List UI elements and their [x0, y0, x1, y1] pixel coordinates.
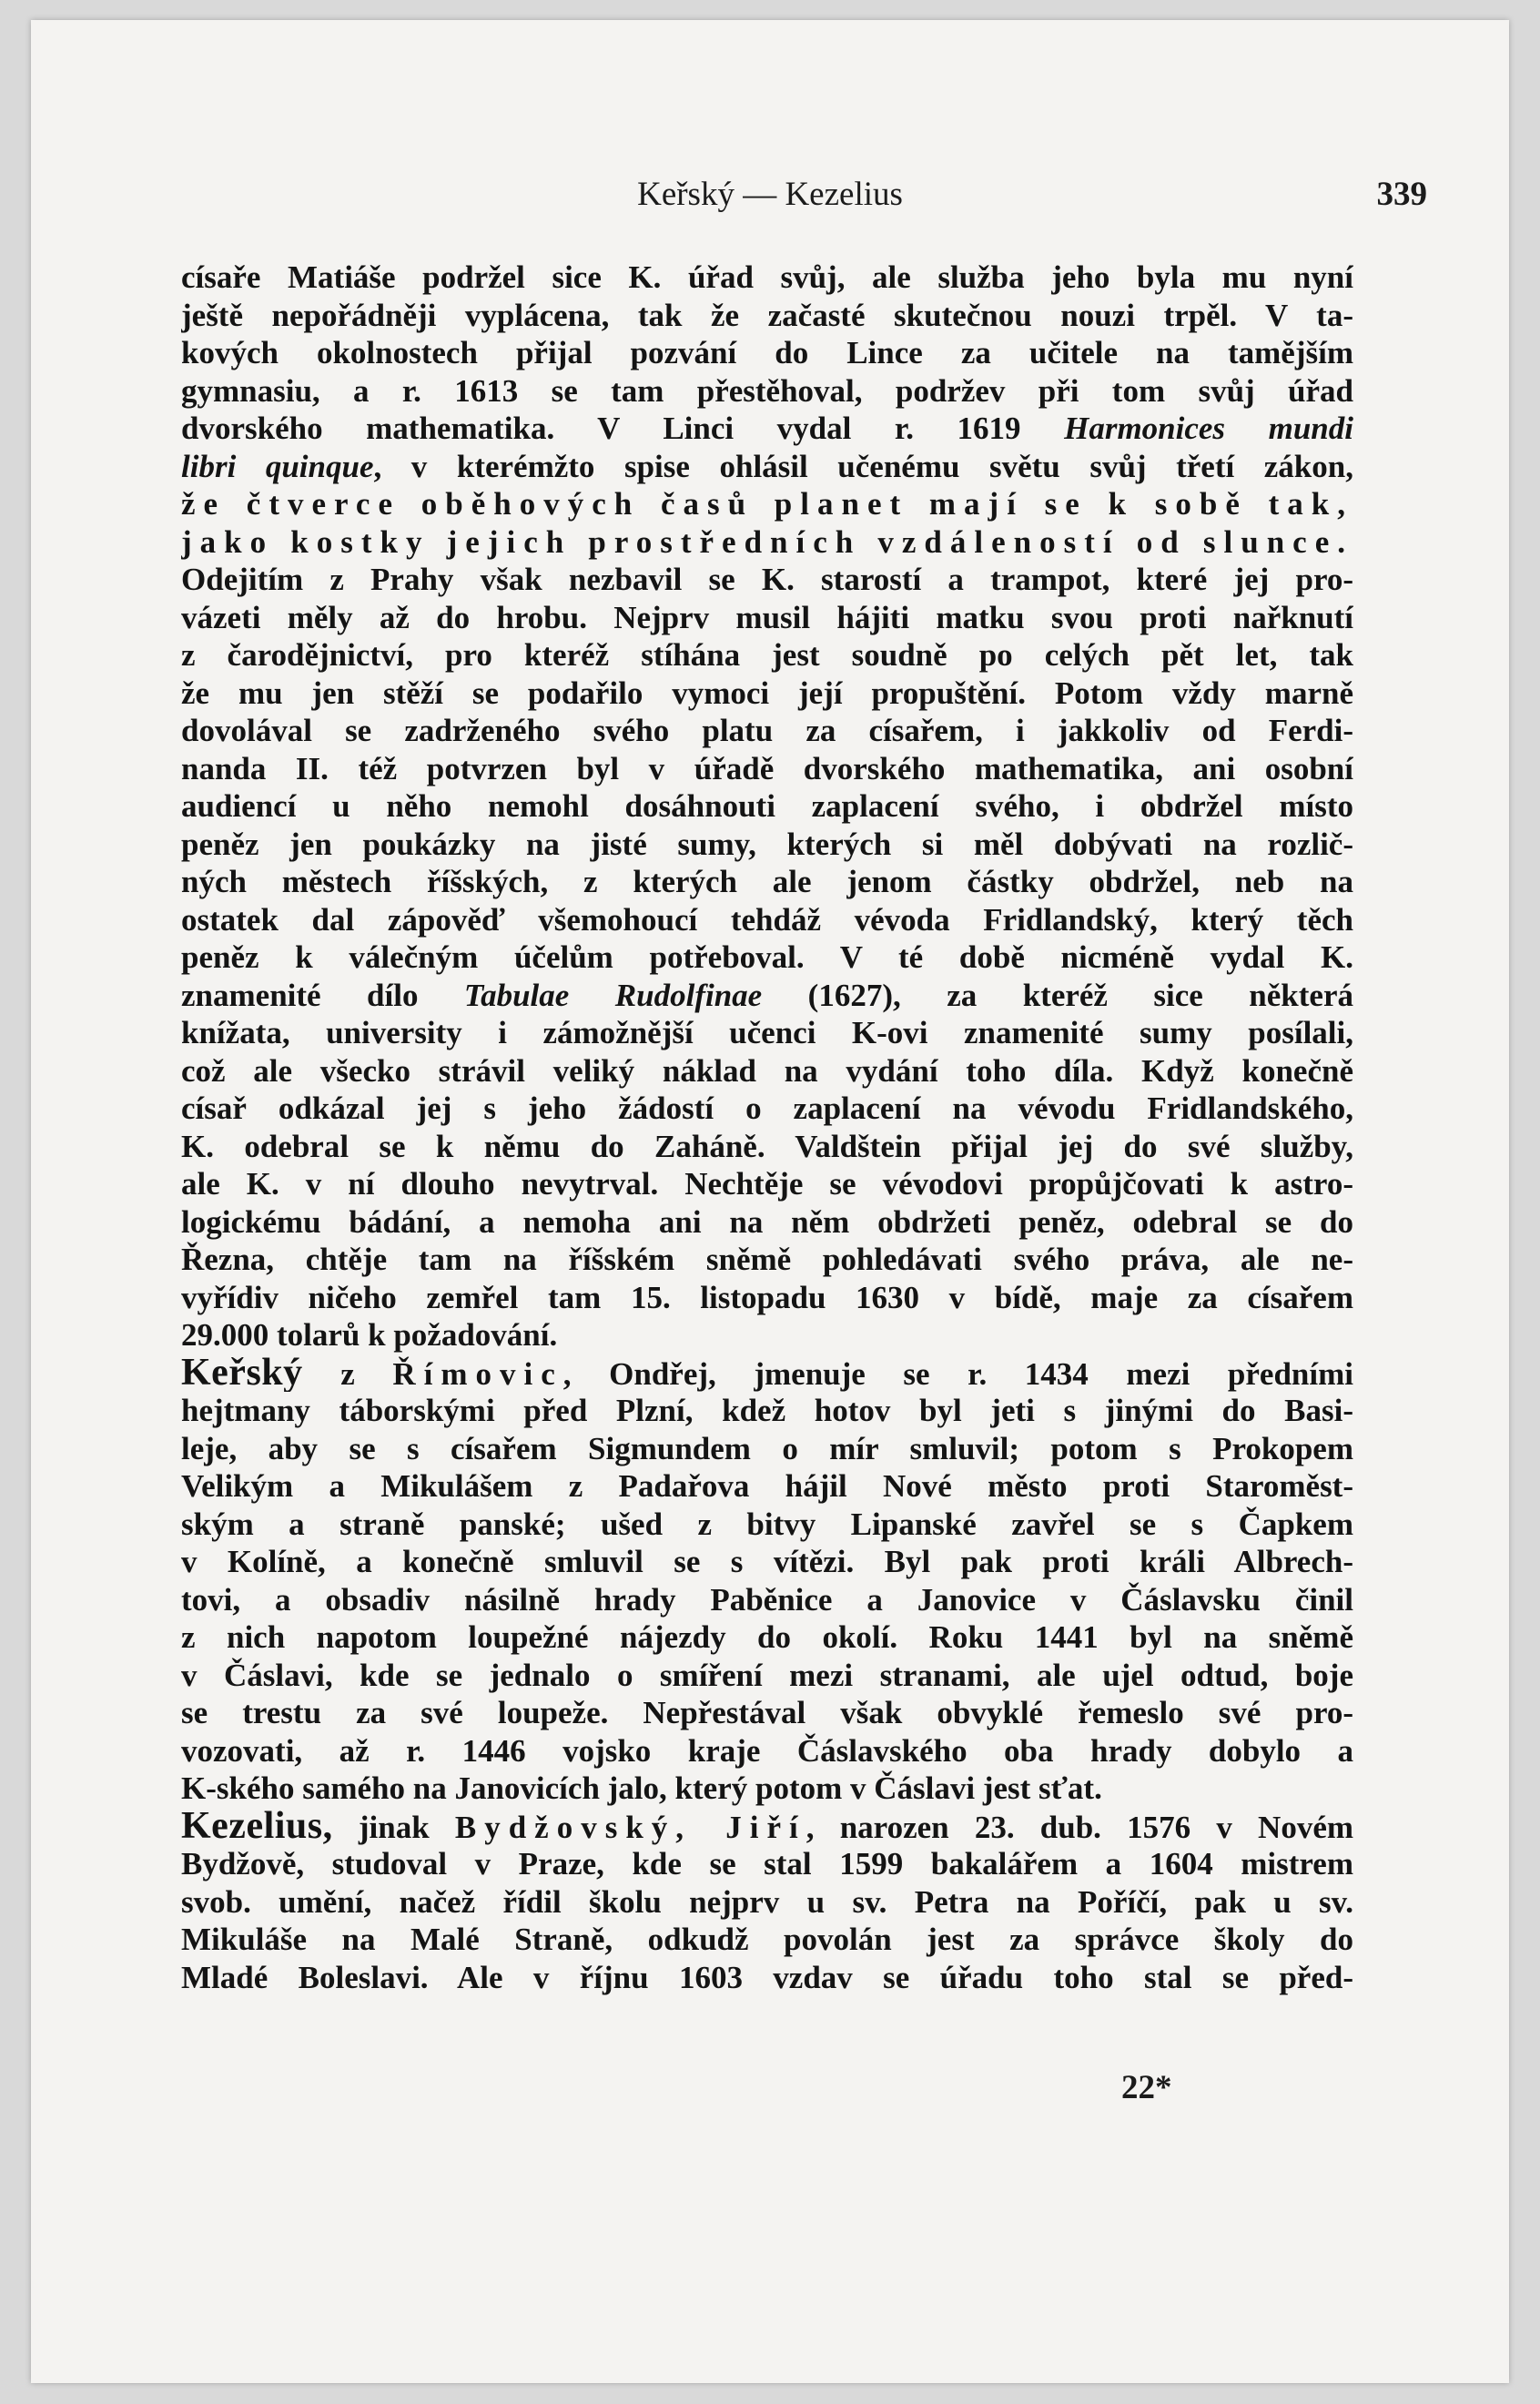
text-line: Mikuláše na Malé Straně, odkudž povolán jest za správce školy do	[181, 1922, 1353, 1957]
text-line: Mladé Boleslavi. Ale v říjnu 1603 vzdav se úřadu toho stal se před-	[181, 1959, 1353, 1995]
text-line: leje, aby se s císařem Sigmundem o mír smluvil; potom s Prokopem	[181, 1430, 1353, 1466]
text-fragment: dvorského mathematika. V Linci vydal r. 1619	[181, 411, 1065, 446]
work-title: Harmonices mundi	[1064, 411, 1353, 446]
text-line: 29.000 tolarů k požadování.	[181, 1317, 558, 1353]
running-head: Keřský — Kezelius	[637, 176, 903, 213]
text-line: se trestu za své loupeže. Nepřestával však obvyklé řemeslo své pro-	[181, 1695, 1353, 1730]
signature-mark: 22*	[1121, 2069, 1172, 2106]
page-number: 339	[1376, 176, 1427, 213]
text-line: vyřídiv ničeho zemřel tam 15. listopadu 1630 v bídě, maje za císařem	[181, 1279, 1353, 1315]
text-line: K-ského samého na Janovicích jalo, který potom v Čáslavi jest sťat.	[181, 1770, 1102, 1806]
text-line: v Kolíně, a konečně smluvil se s vítězi. Byl pak proti králi Albrech-	[181, 1544, 1353, 1579]
work-title: libri quinque	[181, 448, 374, 484]
entry-surname: Římovic	[392, 1355, 563, 1392]
text-line: Velikým a Mikulášem z Padařova hájil Nové město proti Staroměst-	[181, 1468, 1353, 1504]
text-line: svob. umění, načež řídil školu nejprv u sv. Petra na Poříčí, pak u sv.	[181, 1883, 1353, 1920]
text-line: ostatek dal zápověď všemohoucí tehdáž vévoda Fridlandský, který těch	[181, 901, 1353, 938]
text-line: ještě nepořádněji vyplácena, tak že začasté skutečnou nouzi trpěl. V ta-	[181, 297, 1353, 333]
text-line: logickému bádání, a nemoha ani na něm obdržeti peněz, odebral se do	[181, 1203, 1353, 1240]
emphasized-line: jako kostky jejich prostředních vzdáleností od slunce.	[181, 523, 1353, 560]
text-line: kových okolnostech přijal pozvání do Lince za učitele na tamějším	[181, 335, 1353, 370]
text-fragment: znamenité dílo	[181, 977, 464, 1013]
text-fragment: , narozen 23. dub. 1576 v Novém	[805, 1809, 1353, 1845]
text-line: audiencí u něho nemohl dosáhnouti zaplacení svého, i obdržel místo	[181, 788, 1353, 824]
entry-line	[181, 1354, 1353, 1393]
text-line: že mu jen stěží se podařilo vymoci její propuštění. Potom vždy marně	[181, 675, 1353, 711]
text-line: hejtmany táborskými před Plzní, kdež hotov byl jeti s jinými do Basi-	[181, 1393, 1353, 1428]
text-line: nanda II. též potvrzen byl v úřadě dvorského mathematika, ani osobní	[181, 750, 1353, 786]
body-text	[181, 259, 1353, 1996]
entry-surname: Bydžovský, Jiří	[454, 1809, 806, 1845]
text-line: což ale všecko strávil veliký náklad na vydání toho díla. Když konečně	[181, 1052, 1353, 1089]
text-fragment: (1627), za kteréž sice některá	[762, 977, 1353, 1013]
text-line	[181, 410, 1353, 448]
text-line: vozovati, až r. 1446 vojsko kraje Čáslavského oba hrady dobylo a	[181, 1732, 1353, 1769]
text-fragment: , Ondřej, jmenuje se r. 1434 mezi předními	[562, 1355, 1353, 1392]
text-line: peněz jen poukázky na jisté sumy, kterých si měl dobývati na rozlič-	[181, 826, 1353, 862]
page-header	[31, 166, 1509, 220]
text-line	[181, 448, 1353, 486]
text-line: Řezna, chtěje tam na říšském sněmě pohledávati svého práva, ale ne-	[181, 1242, 1353, 1277]
text-line: z nich napotom loupežné nájezdy do okolí. Roku 1441 byl na sněmě	[181, 1619, 1353, 1655]
text-line: vázeti měly až do hrobu. Nejprv musil hájiti matku svou proti nařknutí	[181, 599, 1353, 635]
text-fragment: jinak	[332, 1809, 455, 1845]
text-line: tovi, a obsadiv násilně hrady Paběnice a Janovice v Čáslavsku činil	[181, 1581, 1353, 1618]
document-page	[31, 20, 1509, 2383]
text-line: císař odkázal jej s jeho žádostí o zaplacení na vévodu Fridlandského,	[181, 1090, 1353, 1126]
text-line: K. odebral se k němu do Zaháně. Valdštein přijal jej do své služby,	[181, 1128, 1353, 1164]
text-line: z čarodějnictví, pro kteréž stíhána jest soudně po celých pět let, tak	[181, 637, 1353, 673]
text-line: gymnasiu, a r. 1613 se tam přestěhoval, podržev při tom svůj úřad	[181, 372, 1353, 409]
work-title: Tabulae Rudolfinae	[463, 977, 763, 1013]
text-fragment: z	[302, 1355, 393, 1392]
text-line: Odejitím z Prahy však nezbavil se K. starostí a trampot, které jej pro-	[181, 562, 1353, 597]
text-line: peněz k válečným účelům potřeboval. V té době nicméně vydal K.	[181, 939, 1353, 975]
entry-line	[181, 1808, 1353, 1846]
text-line: dovolával se zadrženého svého platu za císařem, i jakkoliv od Ferdi-	[181, 713, 1353, 748]
text-line: Bydžově, studoval v Praze, kde se stal 1599 bakalářem a 1604 mistrem	[181, 1846, 1353, 1882]
text-line: ským a straně panské; ušed z bitvy Lipanské zavřel se s Čapkem	[181, 1506, 1353, 1542]
text-line: ných městech říšských, z kterých ale jenom částky obdržel, neb na	[181, 864, 1353, 899]
text-line: v Čáslavi, kde se jednalo o smíření mezi stranami, ale ujel odtud, boje	[181, 1657, 1353, 1693]
text-line: ale K. v ní dlouho nevytrval. Nechtěje se vévodovi propůjčovati k astro-	[181, 1166, 1353, 1202]
entry-headword: Keřský	[181, 1354, 303, 1392]
text-line: císaře Matiáše podržel sice K. úřad svůj, ale služba jeho byla mu nyní	[181, 259, 1353, 295]
text-line	[181, 977, 1353, 1015]
text-line: knížata, university i zámožnější učenci K-ovi znamenité sumy posílali,	[181, 1015, 1353, 1050]
emphasized-line: že čtverce oběhových časů planet mají se k sobě tak,	[181, 486, 1353, 522]
entry-headword: Kezelius,	[181, 1807, 333, 1845]
text-fragment: , v kterémžto spise ohlásil učenému světu svůj třetí zákon,	[373, 448, 1353, 484]
